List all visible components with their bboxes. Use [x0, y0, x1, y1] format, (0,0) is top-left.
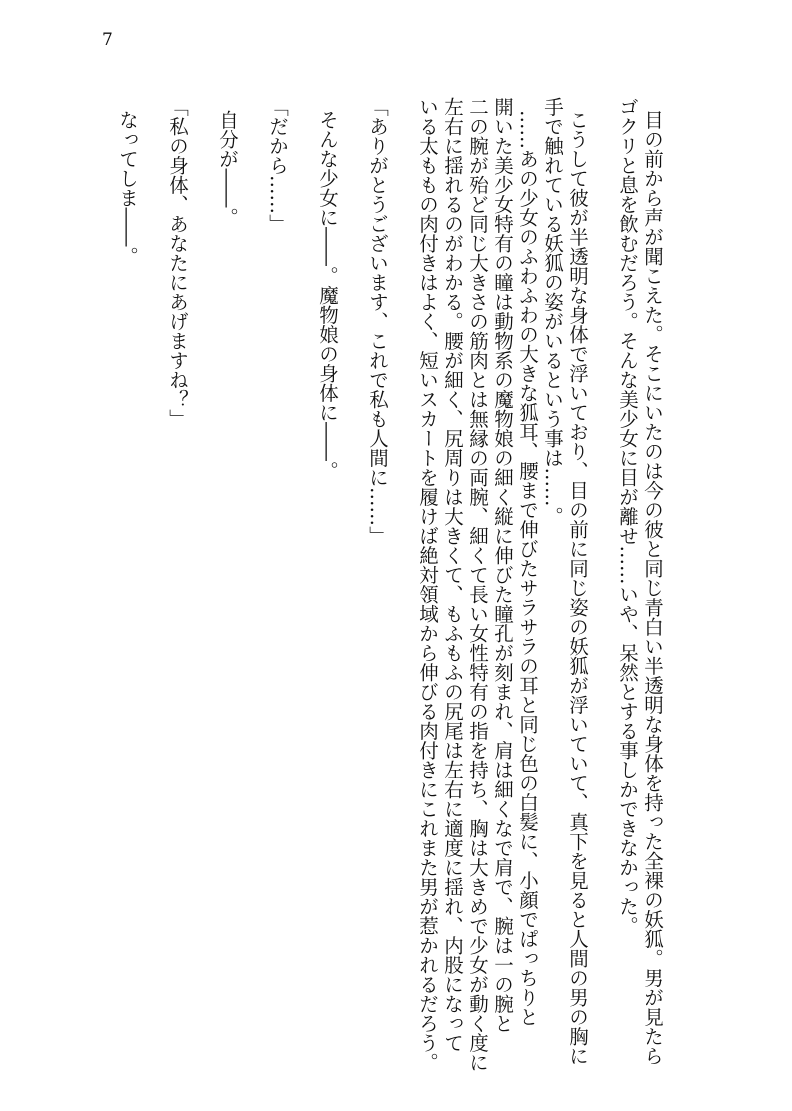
text-line: そんな少女に――。魔物娘の身体に――。	[316, 110, 339, 481]
dialogue-line: 「ありがとうございます、これで私も人間に……」	[366, 97, 389, 546]
page-number: 7	[102, 30, 113, 50]
text-line: 開いた美少女特有の瞳は動物系の魔物娘の細く縦に伸びた瞳孔が刻まれ、肩は細くなで肩で、腕は一の腕と	[491, 97, 514, 1033]
vertical-text-body	[115, 97, 665, 1072]
text-line: なってしま――。	[116, 110, 139, 266]
dialogue-line: 「だから……」	[266, 97, 289, 234]
text-line: 二の腕が殆ど同じ大きさの筋肉とは無縁の両腕、細くて長い女性特有の指を持ち、胸は大きめで少女が動く度に	[466, 97, 489, 1072]
text-line: 左右に揺れるのがわかる。腰が細く、尻周りは大きくて、もふもふの尻尾は左右に適度に揺れ、内股になって	[441, 97, 464, 1053]
blank-line	[290, 97, 315, 1057]
blank-line	[590, 97, 615, 1057]
text-line: 手で触れている妖狐の姿がいるという事は……。	[541, 97, 564, 526]
text-line: ゴクリと息を飲むだろう。そんな美少女に目が離せ……いや、呆然とする事しかできなかった。	[616, 97, 639, 936]
text-line: 自分が――。	[216, 110, 239, 227]
blank-line	[340, 97, 365, 1057]
text-line: ……あの少女のふわふわの大きな狐耳、腰まで伸びたサラサラの耳と同じ色の白髪に、小顔でぱっちりと	[516, 110, 539, 1027]
blank-line	[190, 97, 215, 1057]
blank-line	[390, 97, 415, 1057]
dialogue-line: 「私の身体、あなたにあげますね？」	[166, 97, 189, 429]
blank-line	[140, 97, 165, 1057]
text-line: こうして彼が半透明な身体で浮いており、目の前に同じ姿の妖狐が浮いていて、真下を見ると人間の男の胸に	[566, 110, 589, 1066]
text-line: いる太ももの肉付きはよく、短いスカートを履けば絶対領域から伸びる肉付きにこれまた男が惹かれるだろう。	[416, 97, 439, 1072]
blank-line	[240, 97, 265, 1057]
text-line: 目の前から声が聞こえた。そこにいたのは今の彼と同じ青白い半透明な身体を持った全裸の妖狐。男が見たら	[641, 110, 664, 1066]
